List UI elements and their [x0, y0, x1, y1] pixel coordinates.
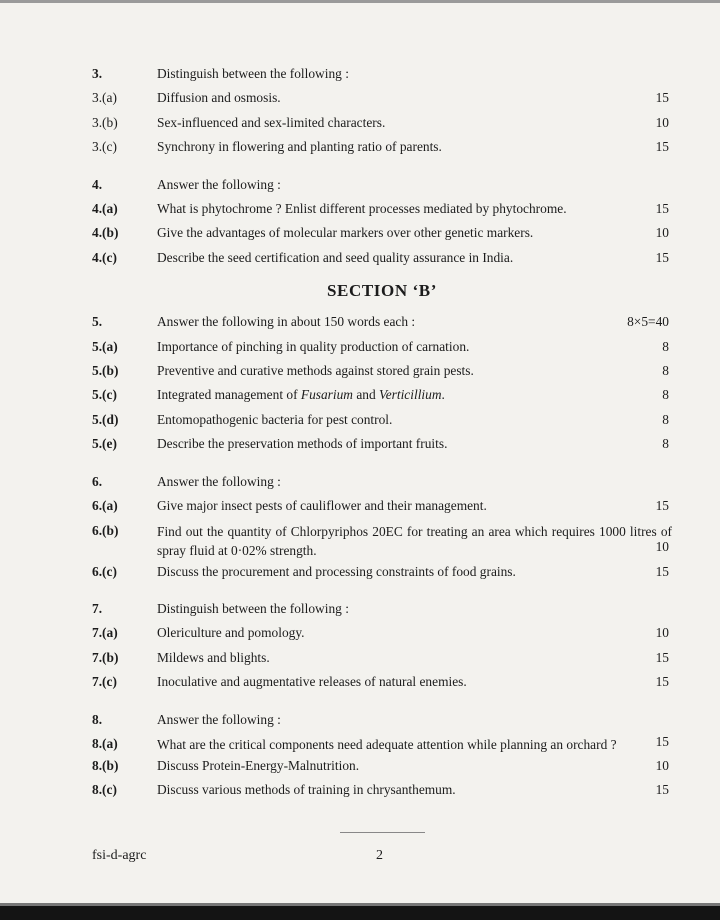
text-part: Integrated management of	[157, 387, 301, 403]
question-number: 4.(c)	[92, 249, 117, 265]
question-number: 5.(d)	[92, 411, 119, 427]
text-part: .	[441, 387, 445, 403]
question-marks: 15	[655, 201, 669, 217]
question-number: 8.(a)	[92, 735, 118, 751]
bottom-edge-band	[0, 906, 720, 920]
question-text	[157, 383, 626, 407]
question-number: 4.(b)	[92, 225, 119, 241]
question-text: Importance of pinching in quality production of carnation.	[157, 338, 470, 354]
question-4b	[92, 221, 672, 245]
question-marks: 8	[662, 436, 669, 452]
question-marks: 8	[662, 363, 669, 379]
question-text: Olericulture and pomology.	[157, 625, 305, 641]
question-number: 6.	[92, 473, 103, 489]
question-text: Answer the following :	[157, 711, 281, 727]
question-6b	[92, 519, 672, 560]
question-number: 6.(c)	[92, 563, 117, 579]
question-5	[92, 310, 672, 334]
question-number: 3.(c)	[92, 139, 117, 155]
question-number: 5.	[92, 314, 103, 330]
footer-divider	[340, 832, 425, 833]
question-8b	[92, 754, 672, 778]
question-text: Mildews and blights.	[157, 649, 270, 665]
question-marks: 15	[655, 139, 669, 155]
question-5c	[92, 383, 672, 407]
question-number: 7.(a)	[92, 625, 118, 641]
question-marks: 10	[655, 625, 669, 641]
question-marks: 15	[655, 563, 669, 579]
question-text: Diffusion and osmosis.	[157, 90, 281, 106]
question-text: Inoculative and augmentative releases of natural enemies.	[157, 674, 467, 690]
question-number: 8.	[92, 711, 103, 727]
question-number: 4.	[92, 176, 103, 192]
question-marks: 15	[655, 674, 669, 690]
question-5e	[92, 432, 672, 456]
question-text: Answer the following :	[157, 176, 281, 192]
question-8a	[92, 732, 672, 754]
question-4	[92, 173, 672, 197]
question-text: Find out the quantity of Chlorpyriphos 20EC for treating an area which requires 1000 litres of spray fluid at 0·02% strength.	[157, 523, 672, 558]
question-marks: 10	[655, 114, 669, 130]
question-text: Describe the seed certification and seed quality assurance in India.	[157, 249, 514, 265]
question-7	[92, 597, 672, 621]
question-number: 7.(b)	[92, 649, 119, 665]
question-text: Preventive and curative methods against stored grain pests.	[157, 363, 474, 379]
question-marks: 10	[655, 225, 669, 241]
question-text: What is phytochrome ? Enlist different processes mediated by phytochrome.	[157, 201, 567, 217]
question-3c	[92, 135, 672, 159]
question-number: 4.(a)	[92, 201, 118, 217]
question-number: 5.(c)	[92, 387, 117, 403]
question-7c	[92, 670, 672, 694]
question-8c	[92, 778, 672, 802]
question-6a	[92, 494, 672, 518]
question-text: Give major insect pests of cauliflower and their management.	[157, 498, 487, 514]
question-8	[92, 708, 672, 732]
question-text: What are the critical components need adequate attention while planning an orchard ?	[157, 736, 617, 752]
question-7b	[92, 646, 672, 670]
question-marks: 15	[655, 649, 669, 665]
question-text: Entomopathogenic bacteria for pest control.	[157, 411, 393, 427]
question-number: 5.(a)	[92, 338, 118, 354]
question-4c	[92, 246, 672, 270]
question-number: 3.(a)	[92, 90, 117, 106]
question-text: Answer the following in about 150 words each :	[157, 314, 416, 330]
question-marks: 10	[655, 539, 669, 555]
question-number: 6.(a)	[92, 498, 118, 514]
question-marks: 8	[662, 411, 669, 427]
italic-term: Verticillium	[379, 387, 442, 403]
question-text: Synchrony in flowering and planting ratio of parents.	[157, 139, 442, 155]
section-heading: SECTION ‘B’	[326, 281, 438, 301]
question-5a	[92, 335, 672, 359]
question-5b	[92, 359, 672, 383]
question-text: Discuss the procurement and processing constraints of food grains.	[157, 563, 516, 579]
question-marks: 15	[655, 498, 669, 514]
question-3a	[92, 86, 672, 110]
question-marks: 8	[662, 387, 669, 403]
question-marks: 8×5=40	[627, 314, 669, 330]
question-number: 8.(b)	[92, 757, 119, 773]
question-marks: 15	[655, 249, 669, 265]
question-text: Sex-influenced and sex-limited characters.	[157, 114, 386, 130]
question-6	[92, 470, 672, 494]
question-text: Distinguish between the following :	[157, 66, 349, 81]
question-number: 7.(c)	[92, 674, 117, 690]
question-number: 5.(e)	[92, 436, 117, 452]
question-7a	[92, 621, 672, 645]
question-6c	[92, 560, 672, 584]
question-4a	[92, 197, 672, 221]
page-number: 2	[376, 848, 383, 863]
question-number: 5.(b)	[92, 363, 119, 379]
question-5d	[92, 408, 672, 432]
question-number: 7.	[92, 600, 103, 616]
paper-code: fsi-d-agrc	[92, 848, 147, 863]
question-paper-body	[92, 62, 672, 803]
question-text: Discuss Protein-Energy-Malnutrition.	[157, 757, 360, 773]
question-number: 3.(b)	[92, 114, 118, 130]
question-text: Answer the following :	[157, 473, 281, 489]
question-number: 6.(b)	[92, 522, 119, 538]
top-edge-rule	[0, 0, 720, 3]
question-text: Distinguish between the following :	[157, 600, 349, 616]
question-marks: 15	[655, 782, 669, 798]
question-3	[92, 62, 672, 86]
question-text: Describe the preservation methods of important fruits.	[157, 436, 448, 452]
question-number: 3.	[92, 66, 103, 81]
question-text: Give the advantages of molecular markers over other genetic markers.	[157, 225, 534, 241]
question-marks: 15	[655, 90, 669, 106]
text-part: and	[352, 387, 380, 403]
question-marks: 10	[655, 757, 669, 773]
question-text: Discuss various methods of training in chrysanthemum.	[157, 782, 456, 798]
question-marks: 15	[655, 733, 669, 749]
question-marks: 8	[662, 338, 669, 354]
question-number: 8.(c)	[92, 782, 117, 798]
italic-term: Fusarium	[300, 387, 353, 403]
question-3b	[92, 111, 672, 135]
